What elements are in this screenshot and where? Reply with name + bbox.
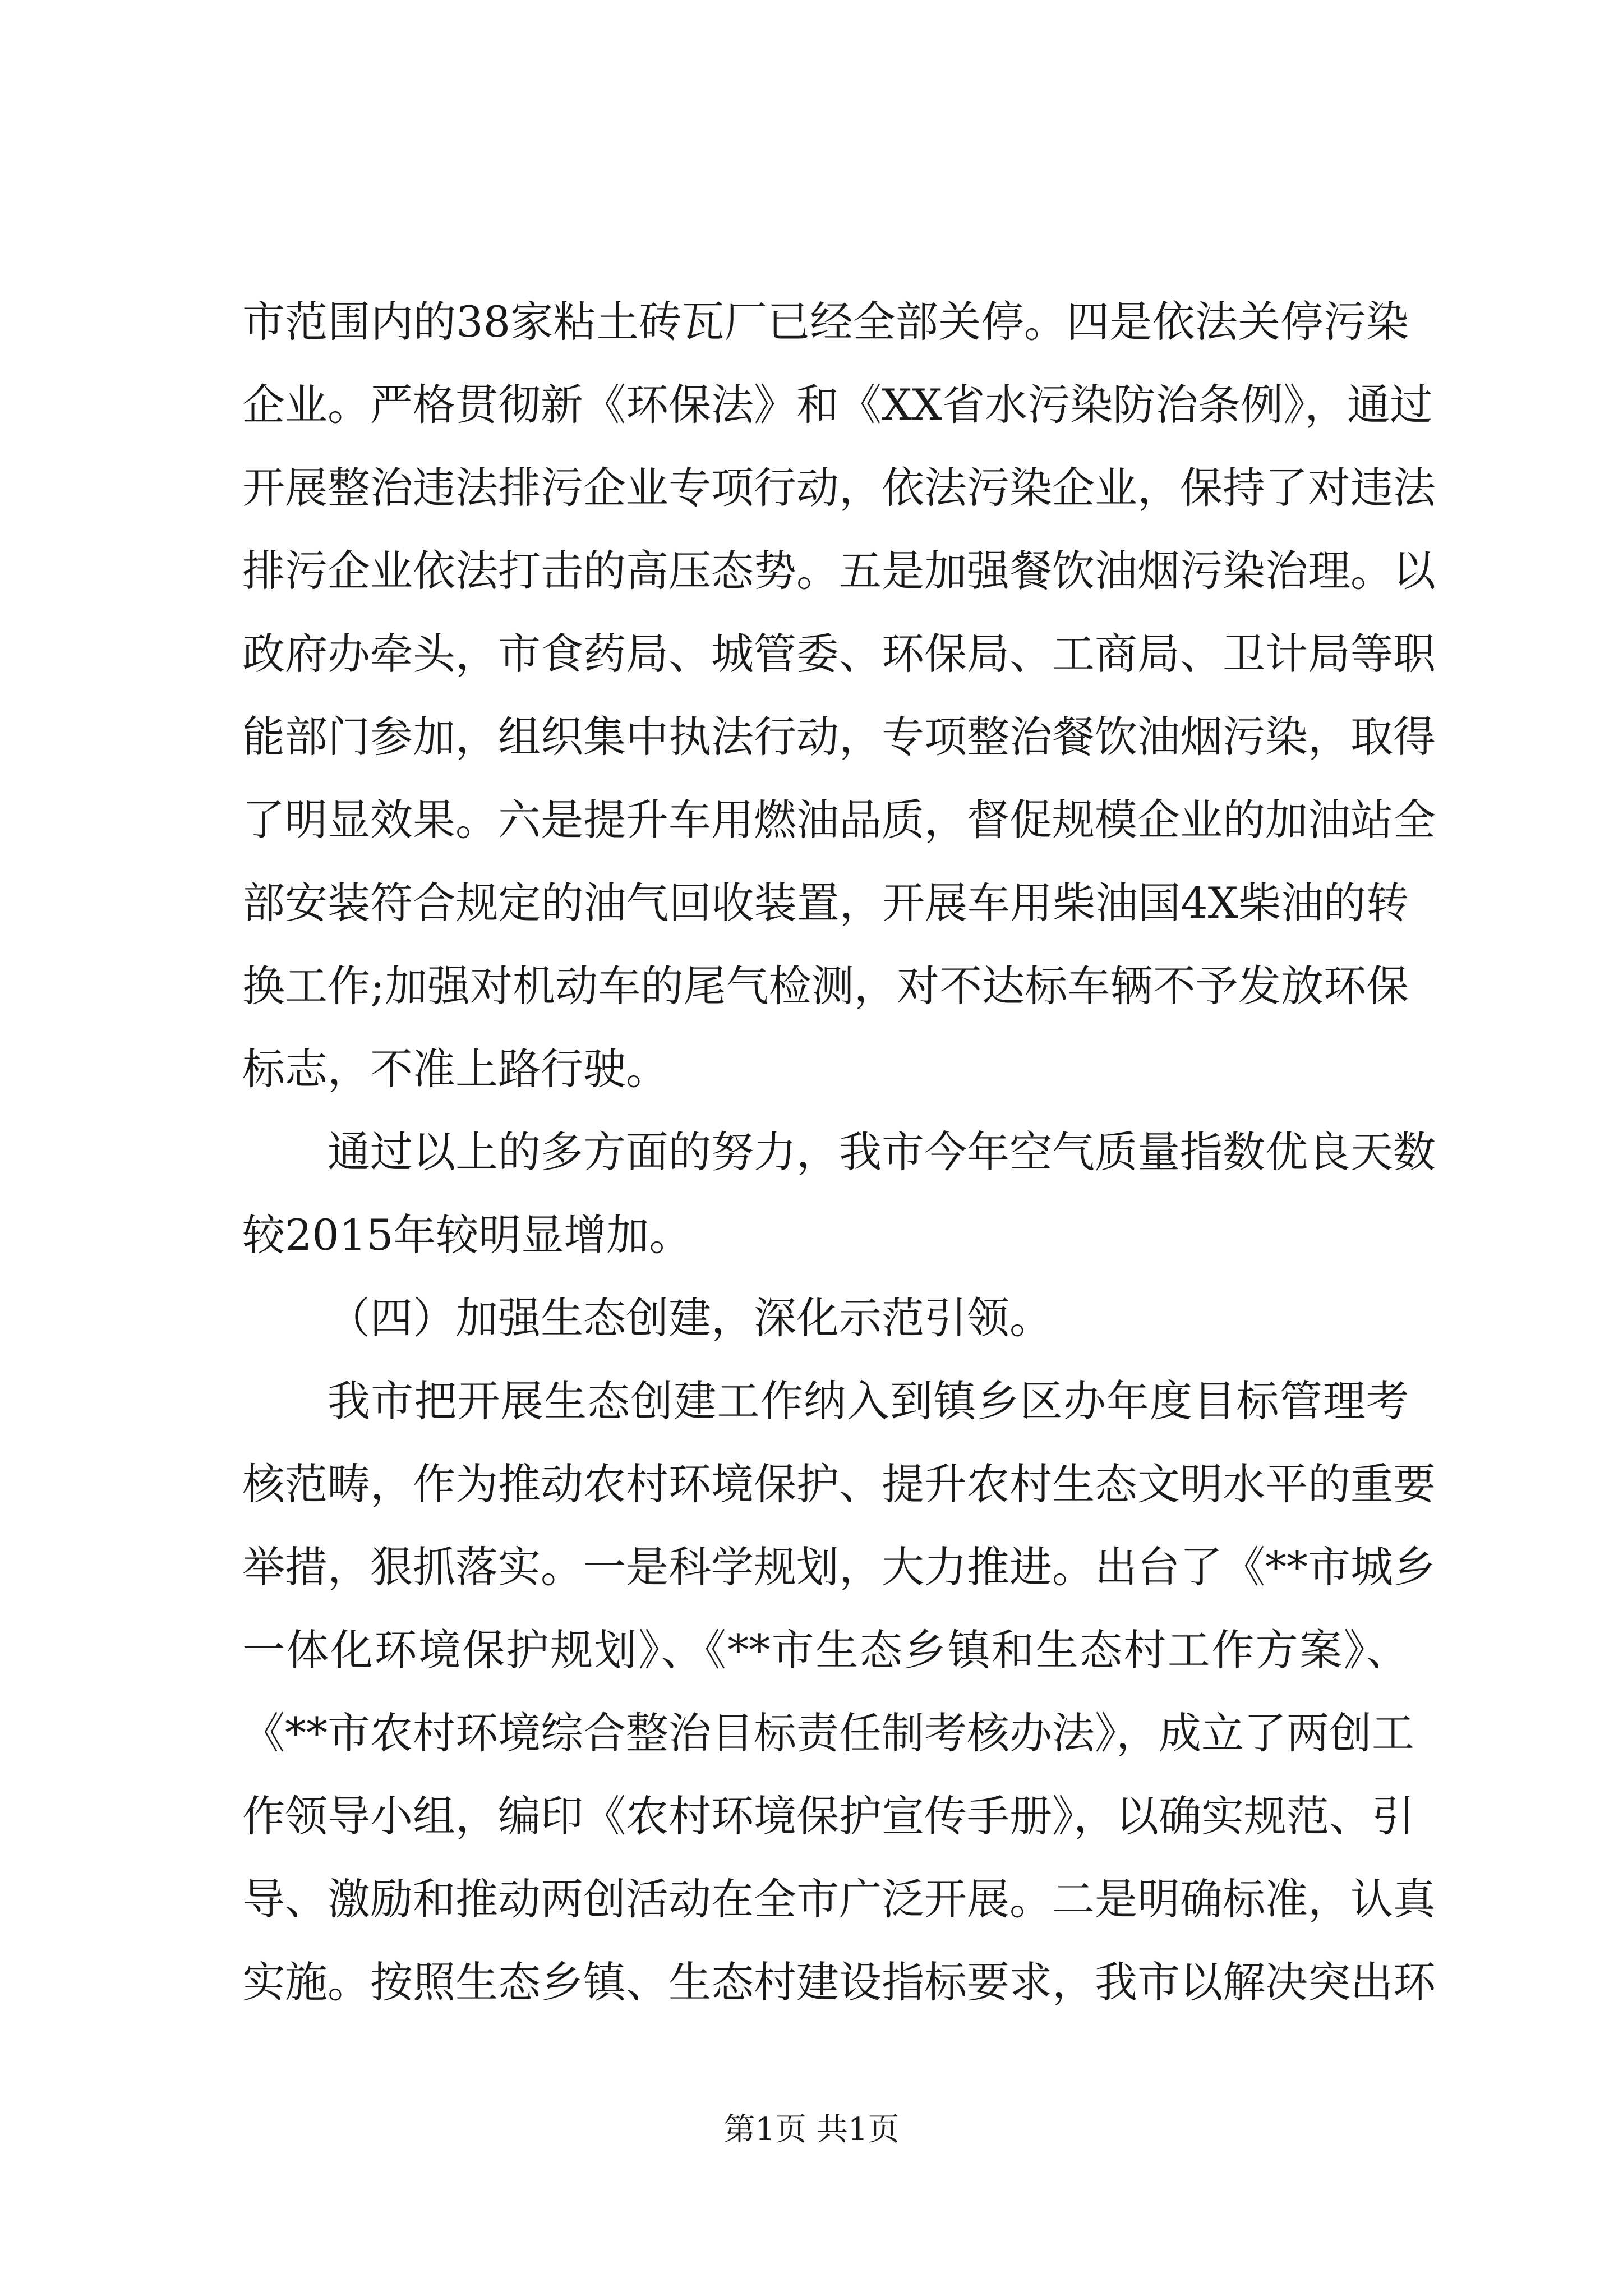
section-heading: （四）加强生态创建，深化示范引领。 — [328, 1293, 1052, 1343]
text-line: 举措，狠抓落实。一是科学规划，大力推进。出台了《**市城乡 — [242, 1542, 1436, 1592]
text-line: 作领导小组，编印《农村环境保护宣传手册》，以确实规范、引 — [242, 1791, 1414, 1841]
text-line: 政府办牵头，市食药局、城管委、环保局、工商局、卫计局等职 — [242, 629, 1436, 679]
page-number: 第1页 共1页 — [723, 2111, 900, 2148]
text-line: 了明显效果。六是提升车用燃油品质，督促规模企业的加油站全 — [242, 795, 1436, 845]
text-line: 一体化环境保护规划》、《**市生态乡镇和生态村工作方案》、 — [242, 1625, 1409, 1675]
text-line: 标志，不准上路行驶。 — [242, 1044, 668, 1094]
paragraph-first-line: 我市把开展生态创建工作纳入到镇乡区办年度目标管理考 — [328, 1376, 1409, 1426]
text-line: 较2015年较明显增加。 — [242, 1210, 692, 1260]
text-line: 企业。严格贯彻新《环保法》和《XX省水污染防治条例》，通过 — [242, 380, 1433, 430]
text-line: 能部门参加，组织集中执法行动，专项整治餐饮油烟污染，取得 — [242, 712, 1436, 762]
document-body — [242, 280, 1436, 2024]
text-line: 实施。按照生态乡镇、生态村建设指标要求，我市以解决突出环 — [242, 1957, 1436, 2007]
page-footer — [0, 2110, 1623, 2150]
text-line: 排污企业依法打击的高压态势。五是加强餐饮油烟污染治理。以 — [242, 546, 1436, 596]
text-line: 市范围内的38家粘土砖瓦厂已经全部关停。四是依法关停污染 — [242, 297, 1409, 347]
text-line: 部安装符合规定的油气回收装置，开展车用柴油国4X柴油的转 — [242, 878, 1409, 928]
text-line: 核范畴，作为推动农村环境保护、提升农村生态文明水平的重要 — [242, 1459, 1436, 1509]
text-line: 导、激励和推动两创活动在全市广泛开展。二是明确标准，认真 — [242, 1874, 1436, 1924]
paragraph-first-line: 通过以上的多方面的努力，我市今年空气质量指数优良天数 — [328, 1127, 1436, 1177]
text-line: 换工作;加强对机动车的尾气检测，对不达标车辆不予发放环保 — [242, 961, 1409, 1011]
text-line: 开展整治违法排污企业专项行动，依法污染企业，保持了对违法 — [242, 463, 1436, 513]
text-line: 《**市农村环境综合整治目标责任制考核办法》，成立了两创工 — [242, 1708, 1414, 1758]
